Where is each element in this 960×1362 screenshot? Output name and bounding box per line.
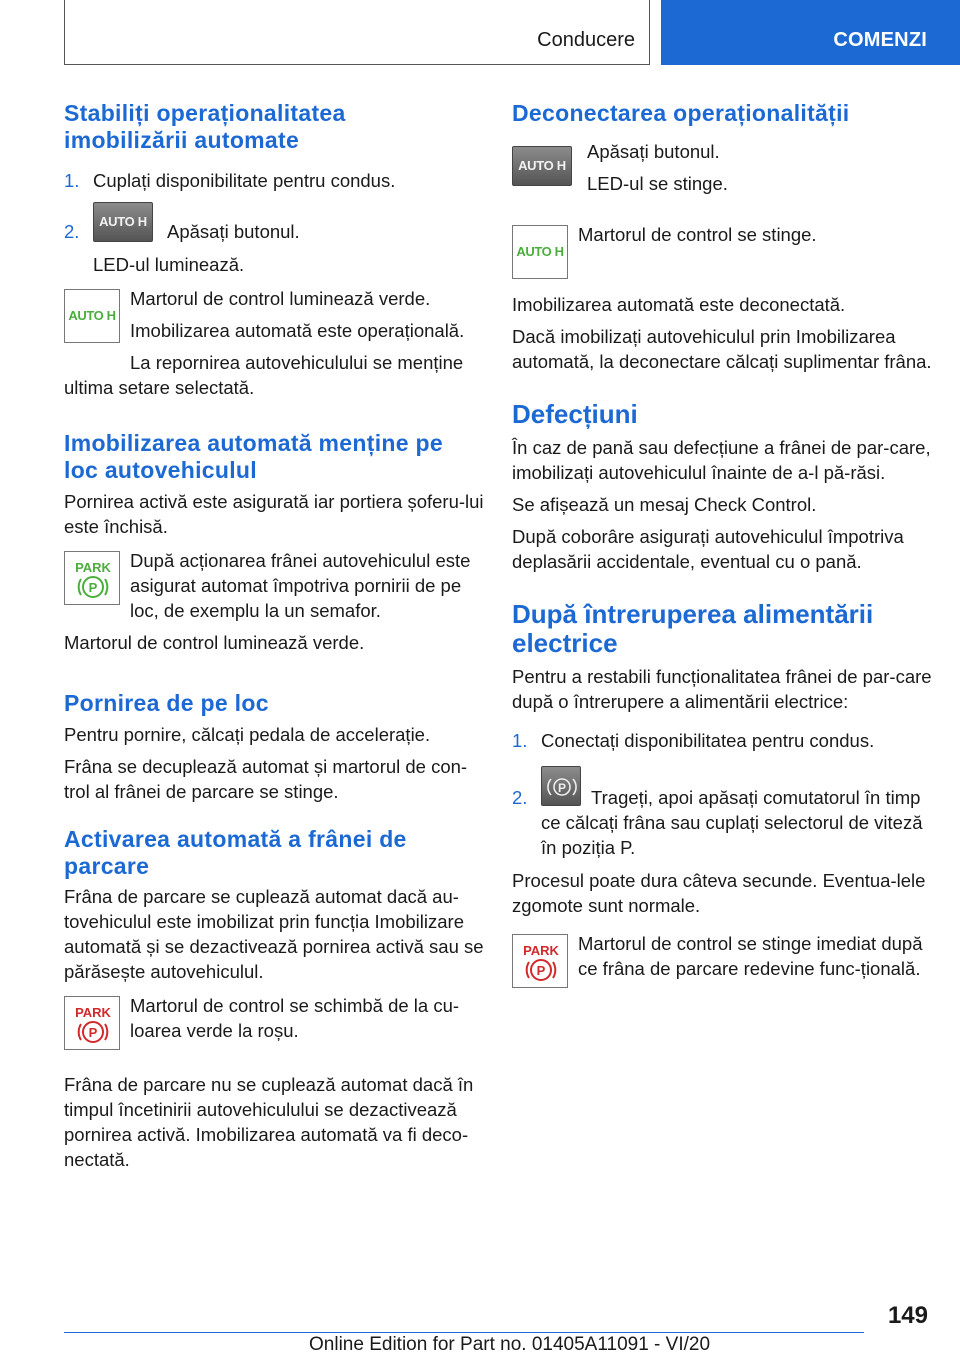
- indicator-text: Martorul de control se stinge imediat după ce frâna de parcare redevine func-țională.: [578, 933, 923, 979]
- header-chapter-label: COMENZI: [833, 29, 927, 51]
- paragraph: Martorul de control luminează verde.: [64, 632, 365, 653]
- section-title-activarea: Activarea automată a frânei de parcare: [64, 826, 407, 879]
- park-red-indicator-block: [512, 931, 932, 981]
- svg-text:PARK: PARK: [523, 943, 559, 958]
- svg-text:PARK: PARK: [75, 560, 111, 575]
- paragraph: Pornirea activă este asigurată iar portiera șoferu-lui este închisă.: [64, 491, 484, 537]
- paragraph: Procesul poate dura câteva secunde. Eventua-lele zgomote sunt normale.: [512, 870, 926, 916]
- led-text: LED-ul luminează.: [93, 254, 245, 275]
- auto-h-button-block: [512, 139, 932, 203]
- auto-h-button-icon: [512, 146, 572, 186]
- section-title-dupa-intreruperea: După întreruperea alimentării electrice: [512, 599, 874, 658]
- step-text: Trageți, apoi apăsați comutatorul în timp ce călcați frâna sau cuplați selectorul de viteză în poziția P.: [541, 787, 923, 858]
- park-indicator-block: [64, 548, 484, 623]
- indicator-text-3: La repornirea autovehiculului se menține ultima setare selectată.: [64, 352, 464, 398]
- svg-text:PARK: PARK: [75, 1005, 111, 1020]
- step-2: [64, 202, 484, 244]
- paragraph: Imobilizarea automată este deconectată.: [512, 294, 846, 315]
- header-section-tab: [64, 0, 650, 65]
- step-number: 2.: [64, 221, 80, 242]
- step-number: 1.: [512, 730, 528, 751]
- svg-text:P: P: [88, 580, 98, 595]
- section-title-pornirea: Pornirea de pe loc: [64, 690, 269, 716]
- auto-h-green-indicator-icon: [64, 289, 120, 343]
- section-title-defectiuni: Defecțiuni: [512, 399, 638, 429]
- section-title-deconectarea: Deconectarea operaționalității: [512, 100, 850, 126]
- instruction-text: LED-ul se stinge.: [587, 173, 728, 194]
- right-column: [512, 100, 932, 981]
- header-section-label: Conducere: [537, 29, 635, 51]
- svg-text:P: P: [557, 781, 567, 795]
- step-1: [512, 728, 932, 753]
- indicator-label: AUTO H: [68, 308, 116, 323]
- auto-h-button-label: AUTO H: [518, 158, 566, 173]
- page-number: 149: [887, 1302, 928, 1329]
- step-text: Cuplați disponibilitate pentru condus.: [93, 170, 396, 191]
- auto-h-button-label: AUTO H: [99, 214, 147, 229]
- auto-h-green-indicator-icon: [512, 225, 568, 279]
- auto-h-indicator-block: [512, 222, 932, 280]
- park-green-indicator-icon: [64, 551, 120, 605]
- auto-h-button-icon: [93, 202, 153, 242]
- step-1: [64, 168, 484, 193]
- indicator-text: Martorul de control se stinge.: [578, 224, 817, 245]
- auto-h-indicator-block: [64, 286, 484, 343]
- paragraph: Frâna de parcare se cuplează automat dacă au-tovehiculul este imobilizat prin funcția Imobilizare automată și se dezactivează pornirea activă sau se părăsește autovehiculul.: [64, 886, 484, 982]
- left-column: [64, 100, 484, 1172]
- section-title-imobilizarea: Imobilizarea automată menține pe loc autovehiculul: [64, 430, 443, 483]
- step-2: [512, 766, 932, 860]
- paragraph: În caz de pană sau defecțiune a frânei de par-care, imobilizați autovehiculul înainte de a-l pă-răsi.: [512, 437, 931, 483]
- footer-divider: [64, 1332, 864, 1333]
- park-red-indicator-icon: [64, 996, 120, 1050]
- indicator-text-1: Martorul de control luminează verde.: [130, 288, 431, 309]
- indicator-label: AUTO H: [516, 244, 564, 259]
- paragraph: Frâna se decuplează automat și martorul de con-trol al frânei de parcare se stinge.: [64, 756, 468, 802]
- paragraph: Pentru a restabili funcționalitatea frânei de par-care după o întrerupere a alimentării electrice:: [512, 666, 932, 712]
- section-title-stabiliti: Stabiliți operaționalitatea imobilizării automate: [64, 100, 346, 153]
- parking-brake-switch-icon: [541, 766, 581, 806]
- paragraph: Se afișează un mesaj Check Control.: [512, 494, 817, 515]
- step-number: 1.: [64, 170, 80, 191]
- step-number: 2.: [512, 787, 528, 808]
- svg-text:P: P: [88, 1025, 98, 1040]
- footer-edition: Online Edition for Part no. 01405A11091 - VI/20: [309, 1334, 711, 1355]
- park-red-indicator-icon: [512, 934, 568, 988]
- paragraph: Frâna de parcare nu se cuplează automat dacă în timpul încetinirii autovehiculului se dezactivează pornirea activă. Imobilizarea automată va fi deco-nectată.: [64, 1074, 474, 1170]
- svg-text:P: P: [536, 963, 546, 978]
- instruction-text: Apăsați butonul.: [587, 141, 720, 162]
- step-text: Conectați disponibilitatea pentru condus.: [541, 730, 875, 751]
- park-red-indicator-block: [64, 993, 484, 1065]
- paragraph: Dacă imobilizați autovehiculul prin Imobilizarea automată, la deconectare călcați suplimentar frâna.: [512, 326, 932, 372]
- paragraph: După coborâre asigurați autovehiculul împotriva deplasării accidentale, eventual cu o pană.: [512, 526, 904, 572]
- indicator-text: După acționarea frânei autovehiculul este asigurat automat împotriva pornirii de pe loc, de exemplu la un semafor.: [130, 550, 471, 621]
- paragraph: Pentru pornire, călcați pedala de accelerație.: [64, 724, 431, 745]
- indicator-text: Martorul de control se schimbă de la cu-loarea verde la roșu.: [130, 995, 460, 1041]
- step-text: Apăsați butonul.: [167, 221, 300, 242]
- indicator-text-2: Imobilizarea automată este operațională.: [130, 320, 465, 341]
- header-chapter-tab: [661, 0, 960, 65]
